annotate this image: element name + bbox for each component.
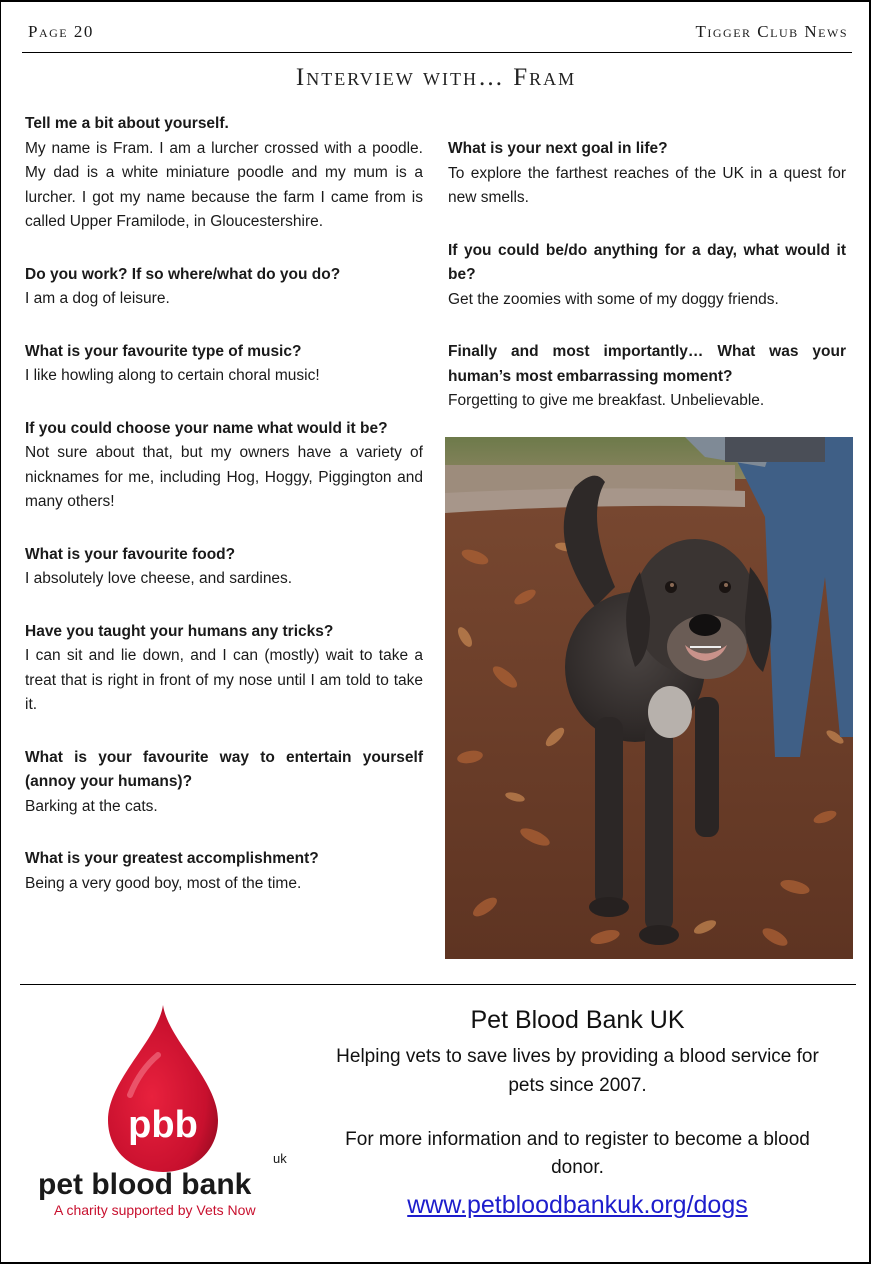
qa-item <box>25 340 423 389</box>
answer: Being a very good boy, most of the time. <box>25 874 302 892</box>
running-header <box>28 22 848 44</box>
dog-photo-illustration <box>445 437 853 959</box>
promo-info: For more information and to register to become a blood donor. <box>345 1129 810 1178</box>
question: What is your favourite way to entertain yourself (annoy your humans)? <box>25 748 423 790</box>
answer: Get the zoomies with some of my doggy friends. <box>448 290 779 308</box>
question: What is your favourite food? <box>25 545 236 563</box>
question: What is your next goal in life? <box>448 140 668 157</box>
header-divider <box>22 52 852 53</box>
qa-item <box>448 137 846 211</box>
newsletter-name: Tigger Club News <box>695 22 848 41</box>
qa-item <box>25 417 423 515</box>
answer: My name is Fram. I am a lurcher crossed with a poodle. My dad is a white miniature poodle and my mum is a lurcher. I got my name because the farm I came from is called Upper Framilode, in Gloucestershire. <box>25 139 423 230</box>
question: Tell me a bit about yourself. <box>25 115 229 132</box>
answer: Forgetting to give me breakfast. Unbelievable. <box>448 392 765 409</box>
answer: Barking at the cats. <box>25 797 158 815</box>
question: What is your greatest accomplishment? <box>25 850 319 867</box>
pbb-logo <box>30 1000 300 1230</box>
qa-item <box>448 340 846 414</box>
qa-item <box>25 543 423 592</box>
answer: I absolutely love cheese, and sardines. <box>25 570 293 587</box>
answer: I can sit and lie down, and I can (mostly) wait to take a treat that is right in front of my nose until I am told to take it. <box>25 647 423 713</box>
dog-photo <box>445 437 853 959</box>
promo-link[interactable]: www.petbloodbankuk.org/dogs <box>407 1191 748 1219</box>
logo-subtitle: A charity supported by Vets Now <box>54 1202 256 1218</box>
footer-divider <box>20 984 856 985</box>
page-number: Page 20 <box>28 22 94 41</box>
qa-item <box>448 239 846 313</box>
qa-item <box>25 620 423 718</box>
answer: To explore the farthest reaches of the UK in a quest for new smells. <box>448 164 846 206</box>
promo-block <box>300 1000 855 1222</box>
left-column <box>25 112 423 924</box>
question: What is your favourite type of music? <box>25 342 302 360</box>
qa-item <box>25 112 423 235</box>
answer: Not sure about that, but my owners have a variety of nicknames for me, including Hog, Hoggy, Piggington and many others! <box>25 444 423 510</box>
right-column <box>448 137 846 442</box>
answer: I like howling along to certain choral music! <box>25 367 320 384</box>
logo-suffix: uk <box>273 1151 287 1166</box>
qa-item <box>25 746 423 820</box>
answer: I am a dog of leisure. <box>25 290 170 307</box>
question: Have you taught your humans any tricks? <box>25 622 334 640</box>
qa-item <box>25 263 423 312</box>
question: Finally and most importantly… What was your human’s most embarrassing moment? <box>448 343 846 385</box>
article-title: Interview with… Fram <box>295 64 577 91</box>
qa-item <box>25 847 423 896</box>
question: If you could choose your name what would it be? <box>25 419 388 437</box>
blood-drop-logo <box>30 1000 300 1230</box>
logo-wordmark: pet blood bank <box>38 1168 252 1201</box>
logo-drop-text: pbb <box>128 1104 198 1146</box>
promo-tagline: Helping vets to save lives by providing a blood service for pets since 2007. <box>336 1046 819 1096</box>
question: If you could be/do anything for a day, what would it be? <box>448 241 846 283</box>
promo-org-name: Pet Blood Bank UK <box>470 1006 685 1034</box>
question: Do you work? If so where/what do you do? <box>25 265 341 283</box>
